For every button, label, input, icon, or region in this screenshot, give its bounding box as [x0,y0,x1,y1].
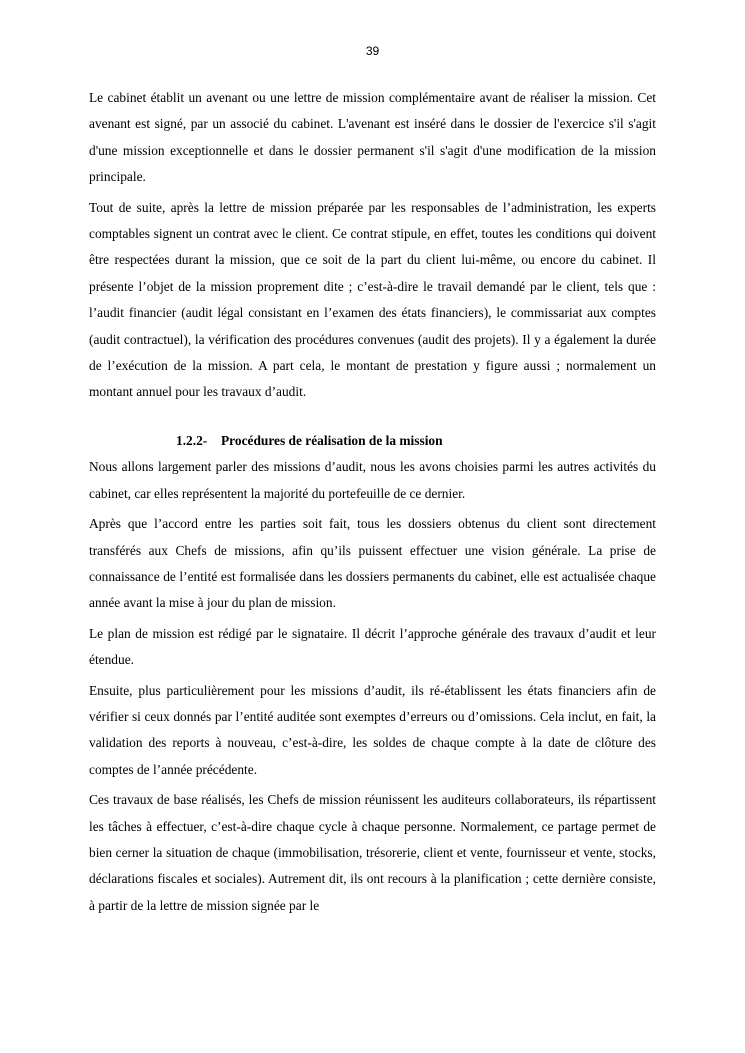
paragraph-contrat: Tout de suite, après la lettre de mission préparée par les responsables de l’administration, les experts comptables signent un contrat avec le client. Ce contrat stipule, en effet, toutes les conditions qui doivent être respectées durant la mission, que ce soit de la part du client lui-même, ou encore du cabinet. Il présente l’objet de la mission proprement dite ; c’est-à-dire le travail demandé par le client, tels que : l’audit financier (audit légal consistant en l’examen des états financiers), le commissariat aux comptes (audit contractuel), la vérification des procédures convenues (audit des projets). Il y a également la durée de l’exécution de la mission. A part cela, le montant de prestation y figure aussi ; normalement un montant annuel pour les travaux d’audit. [89,199,656,400]
paragraph-avenant: Le cabinet établit un avenant ou une lettre de mission complémentaire avant de réaliser la mission. Cet avenant est signé, par un associé du cabinet. L'avenant est inséré dans le dossier de l'exercice s'il s'agit d'une mission exceptionnelle et dans le dossier permanent s'il s'agit d'une modification de la mission principale. [89,90,656,185]
paragraph-accord-parties: Après que l’accord entre les parties soit fait, tous les dossiers obtenus du client sont directement transférés aux Chefs de missions, afin qu’ils puissent effectuer une vision générale. La prise de connaissance de l’entité est formalisée dans les dossiers permanents du cabinet, elle est actualisée chaque année avant la mise à jour du plan de mission. [89,516,656,611]
paragraph-planification: Ces travaux de base réalisés, les Chefs de mission réunissent les auditeurs collaborateurs, ils répartissent les tâches à effectuer, c’est-à-dire chaque cycle à chaque personne. Normalement, ce partage permet de bien cerner la situation de chaque (immobilisation, trésorerie, client et vente, fournisseur et vente, stocks, déclarations fiscales et sociales). Autrement dit, ils ont recours à la planification ; cette dernière consiste, à partir de la lettre de mission signée par le [89,792,656,913]
paragraph-plan-mission: Le plan de mission est rédigé par le signataire. Il décrit l’approche générale des travaux d’audit et leur étendue. [89,625,656,668]
section-heading [176,428,656,454]
section-number: 1.2.2- [176,432,208,448]
page-number: 39 [365,44,380,58]
document-body [89,85,656,923]
paragraph-etats-financiers: Ensuite, plus particulièrement pour les missions d’audit, ils ré-établissent les états financiers afin de vérifier si ceux donnés par l’entité auditée sont exemptes d’erreurs ou d’omissions. Cela inclut, en fait, la validation des reports à nouveau, c’est-à-dire, les soldes de chaque compte à la date de clôture des comptes de l’année précédente. [89,682,656,777]
section-title: Procédures de réalisation de la mission [221,432,443,448]
paragraph-missions-audit: Nous allons largement parler des missions d’audit, nous les avons choisies parmi les autres activités du cabinet, car elles représentent la majorité du portefeuille de ce dernier. [89,459,656,501]
section-spacer [89,410,656,428]
